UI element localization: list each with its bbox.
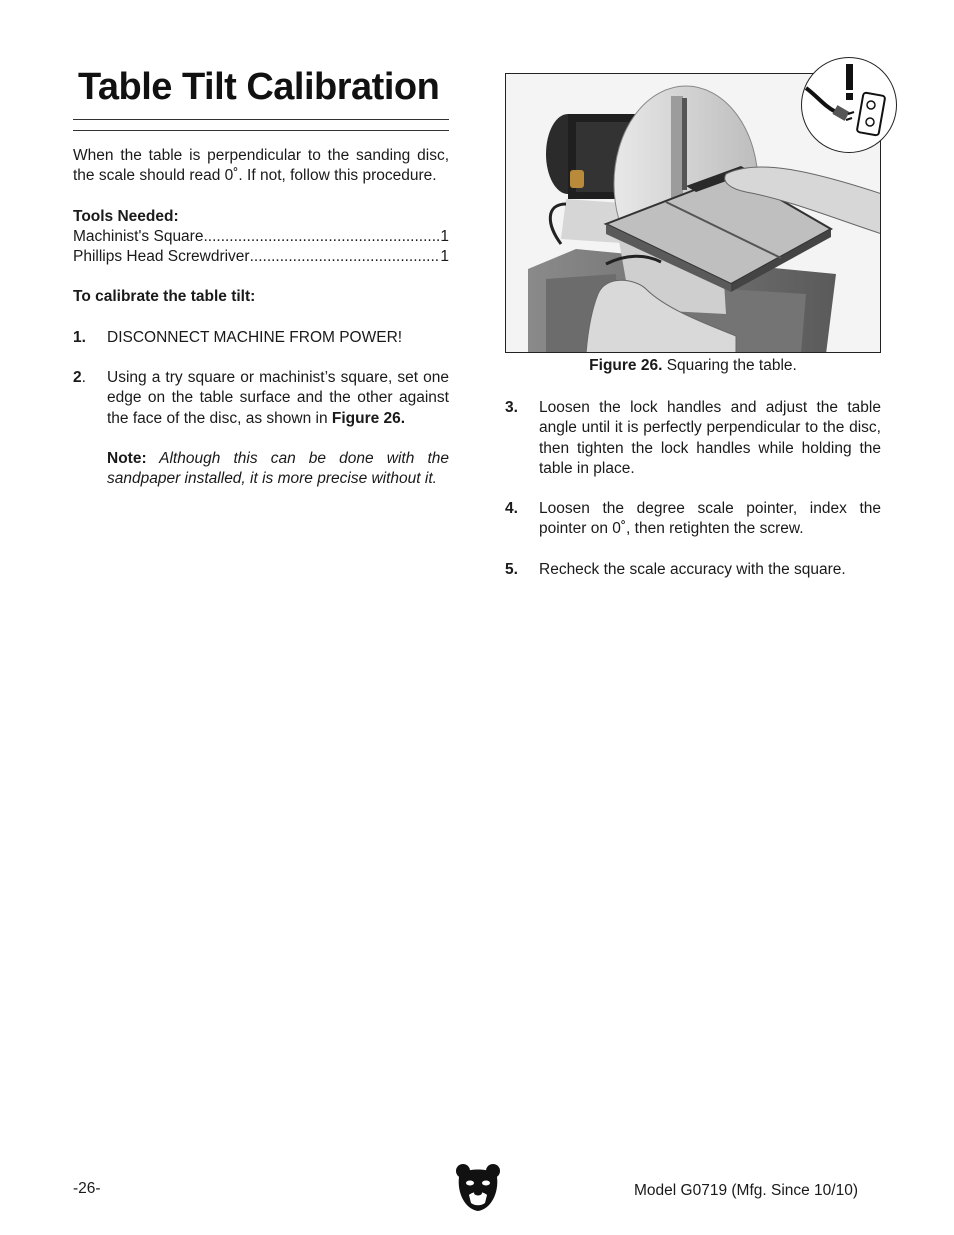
step-text: DISCONNECT MACHINE FROM POWER! [107,328,403,346]
intro-paragraph: When the table is perpendicular to the sanding disc, the scale should read 0˚. If not, follow this procedure. [73,147,449,185]
step-item [505,398,881,479]
step-text: Loosen the degree scale pointer, index the pointer on 0˚, then retighten the screw. [539,500,881,538]
step-number: 3. [505,399,518,416]
note-label: Note: [107,449,147,467]
left-column [73,146,449,510]
note-text: Although this can be done with the sandpaper installed, it is more precise without it. [107,449,449,488]
page-title: Table Tilt Calibration [78,66,440,108]
tool-item [73,227,449,247]
tools-heading: Tools Needed: [73,207,179,225]
tool-name: Phillips Head Screwdriver [73,248,250,266]
step-body [107,368,449,489]
right-column [505,398,881,600]
leader-dots [250,247,441,267]
step-number: 2. [73,369,86,387]
figure-reference: Figure 26. [331,409,406,427]
tool-qty: 1 [440,248,449,266]
tool-item [73,247,449,267]
step-text: Using a try square or machinist’s square, set one edge on the table surface and the other against the face of the disc, as shown in [107,369,449,427]
step-number: 4. [505,500,518,518]
procedure-heading: To calibrate the table tilt: [73,288,256,306]
tool-name: Machinist's Square [73,227,204,245]
step-text: Recheck the scale accuracy with the square. [539,560,846,578]
leader-dots [203,227,440,247]
step-number: 1. [73,328,86,346]
step-item [73,368,449,489]
figure-caption-text: Squaring the table. [662,357,797,374]
bear-logo-icon [455,1163,501,1213]
step-item [73,328,449,348]
step-item [505,499,881,540]
model-footer: Model G0719 (Mfg. Since 10/10) [634,1182,859,1199]
step-item [505,560,881,580]
step-number: 5. [505,560,518,578]
title-rule-top [73,119,449,120]
step-text: Loosen the lock handles and adjust the table angle until it is perfectly perpendicular to the disc, then tighten the lock handles while holding the table in place. [539,399,881,477]
figure-label: Figure 26. [589,357,663,374]
steps-list-left [73,328,449,490]
page-number: -26- [73,1180,101,1197]
figure-caption [505,357,881,375]
unplug-warning-icon [801,57,897,153]
title-rule-bottom [73,130,449,131]
tool-qty: 1 [440,227,449,245]
